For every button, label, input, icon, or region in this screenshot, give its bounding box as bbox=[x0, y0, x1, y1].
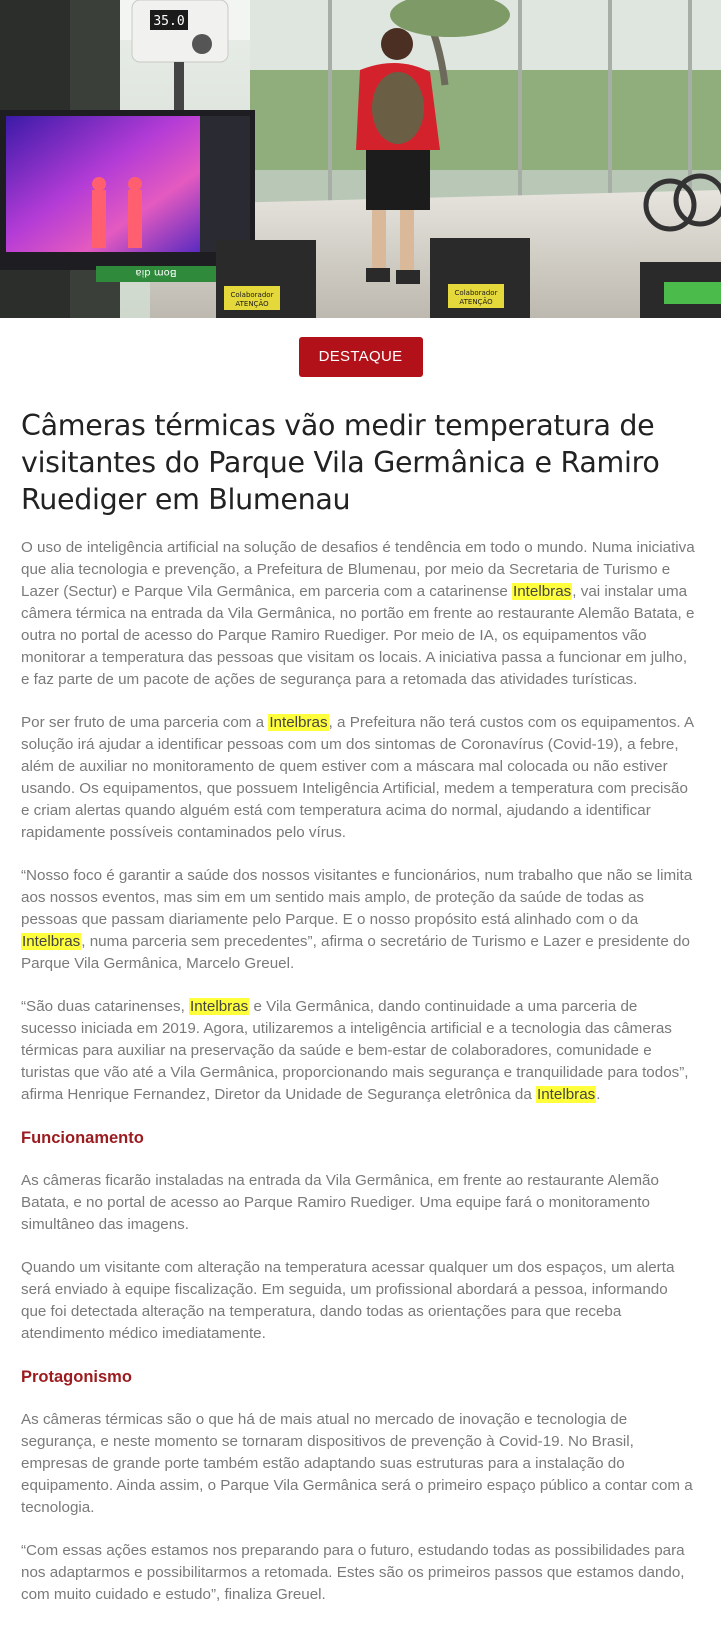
article-paragraph bbox=[21, 865, 697, 975]
article-paragraph bbox=[21, 712, 697, 844]
hero-illustration bbox=[0, 0, 721, 318]
tag-container bbox=[0, 337, 721, 377]
section-heading-funcionamento: Funcionamento bbox=[21, 1129, 144, 1147]
article-paragraph: As câmeras ficarão instaladas na entrada da Vila Germânica, em frente ao restaurante Alemão Batata, e no portal de acesso ao Parque Ramiro Ruediger. Uma equipe fará o monitoramento simultâneo das imagens. bbox=[21, 1172, 659, 1233]
paragraph-text: , a Prefeitura não terá custos com os equipamentos. A solução irá ajudar a identificar pessoas com um dos sintomas de Coronavírus (Covid-19), a febre, além de auxiliar no monitoramento de quem estiver com a máscara mal colocada ou não estiver usando. Os equipamentos, que possuem Inteligência Artificial, medem a temperatura com precisão e criam alertas quando alguém está com temperatura acima do normal, ajudando a identificar rapidamente possíveis contaminados pelo vírus. bbox=[21, 714, 694, 841]
article-paragraph: Quando um visitante com alteração na temperatura acessar qualquer um dos espaços, um alerta será enviado à equipe fiscalização. Em seguida, um profissional abordará a pessoa, informando que foi detectada alteração na temperatura, dando todas as orientações para que receba atendimento médico imediatamente. bbox=[21, 1259, 675, 1342]
turnstile-warning: ATENÇÃO bbox=[459, 298, 493, 306]
turnstile-label: Colaborador bbox=[454, 289, 498, 297]
section-heading-protagonismo: Protagonismo bbox=[21, 1368, 132, 1386]
article-paragraph: As câmeras térmicas são o que há de mais atual no mercado de inovação e tecnologia de segurança, e neste momento se tornaram dispositivos de prevenção à Covid-19. No Brasil, empresas de grande porte também estão adaptando suas estruturas para a instalação do equipamento. Ainda assim, o Parque Vila Germânica será o primeiro espaço público a contar com a tecnologia. bbox=[21, 1411, 693, 1516]
article-body bbox=[21, 537, 697, 1627]
paragraph-text: O uso de inteligência artificial na solução de desafios é tendência em todo o mundo. Numa iniciativa que alia tecnologia e prevenção, a Prefeitura de Blumenau, por meio da Secretaria de Turismo e Lazer (Sectur) e Parque Vila Germânica, em parceria com a catarinense bbox=[21, 539, 695, 600]
paragraph-text: , vai instalar uma câmera térmica na entrada da Vila Germânica, no portão em frente ao restaurante Alemão Batata, e outra no portal de acesso do Parque Ramiro Ruediger. Por meio de IA, os equipamentos vão monitorar a temperatura das pessoas que visitam os locais. A iniciativa passa a funcionar em julho, e faz parte de um pacote de ações de segurança para a retomada das atividades turísticas. bbox=[21, 583, 695, 688]
turnstile-left bbox=[216, 240, 316, 318]
destaque-badge[interactable]: DESTAQUE bbox=[299, 337, 423, 377]
paragraph-text: “São duas catarinenses, bbox=[21, 998, 190, 1015]
turnstile-center bbox=[430, 238, 530, 318]
highlighted-term[interactable]: Intelbras bbox=[537, 1086, 596, 1103]
article-paragraph bbox=[21, 996, 697, 1106]
highlighted-term[interactable]: Intelbras bbox=[190, 998, 249, 1015]
paragraph-text: e Vila Germânica, dando continuidade a uma parceria de sucesso iniciada em 2019. Agora, utilizaremos a inteligência artificial e a tecnologia das câmeras térmicas para auxiliar na preservação da saúde e bem-estar de colaboradores, comunidade e turistas que vão até a Vila Germânica, proporcionando mais segurança e tranquilidade para todos”, afirma Henrique Fernandez, Diretor da Unidade de Segurança eletrônica da bbox=[21, 998, 689, 1103]
article-title: Câmeras térmicas vão medir temperatura de visitantes do Parque Vila Germânica e Ramiro Ruediger em Blumenau bbox=[21, 409, 660, 516]
article-paragraph: “Com essas ações estamos nos preparando para o futuro, estudando todas as possibilidades para nos adaptarmos e possibilitarmos a retomada. Estes são os primeiros passos que estamos dando, com muito cuidado e estudo”, finaliza Greuel. bbox=[21, 1542, 685, 1603]
paragraph-text: Por ser fruto de uma parceria com a bbox=[21, 714, 269, 731]
highlighted-term[interactable]: Intelbras bbox=[513, 583, 572, 600]
paragraph-text: “Nosso foco é garantir a saúde dos nossos visitantes e funcionários, num trabalho que não se limita aos nossos eventos, mas sim em um sentido mais amplo, de proteção da saúde de todas as pessoas que passam diariamente pelo Parque. E o nosso propósito está alinhado com o da bbox=[21, 867, 693, 928]
turnstile-label: Colaborador bbox=[230, 291, 274, 299]
highlighted-term[interactable]: Intelbras bbox=[269, 714, 328, 731]
thermometer-reading: 35.0 bbox=[153, 14, 185, 29]
highlighted-term[interactable]: Intelbras bbox=[22, 933, 81, 950]
paragraph-text: , numa parceria sem precedentes”, afirma o secretário de Turismo e Lazer e presidente do Parque Vila Germânica, Marcelo Greuel. bbox=[21, 933, 690, 972]
hero-photo bbox=[0, 0, 721, 318]
paragraph-text: . bbox=[596, 1086, 601, 1103]
turnstile-warning: ATENÇÃO bbox=[235, 300, 269, 308]
article-paragraph bbox=[21, 537, 697, 691]
sign-text: Bom dia bbox=[135, 267, 177, 278]
